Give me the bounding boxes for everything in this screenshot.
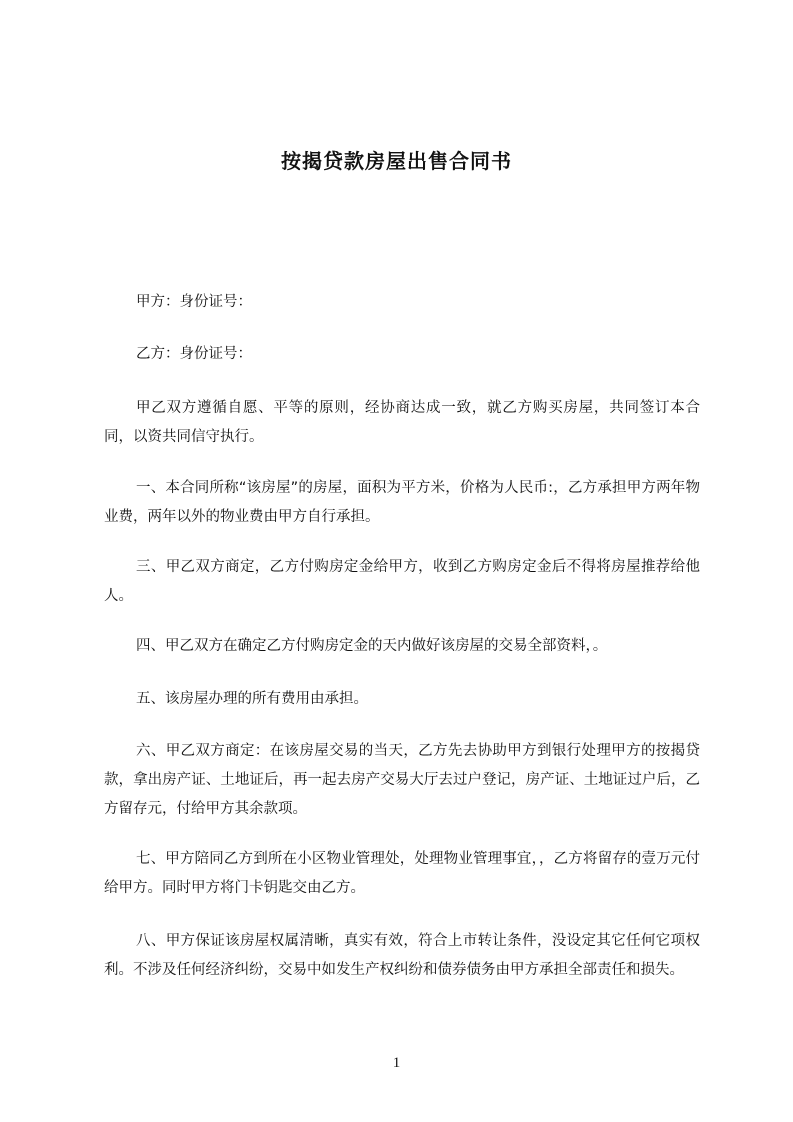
clause-4: 四、甲乙双方在确定乙方付购房定金的天内做好该房屋的交易全部资料，。: [136, 638, 608, 654]
party-a-line: 甲方：身份证号：: [136, 294, 252, 310]
clause-1: 一、本合同所称“该房屋”的房屋，面积为平方米，价格为人民币:，乙方承担甲方两年物业费，两年以外的物业费由甲方自行承担。: [104, 480, 700, 525]
page-number: 1: [392, 1055, 401, 1071]
clause-7: 七、甲方陪同乙方到所在小区物业管理处，处理物业管理事宜，，乙方将留存的壹万元付给甲方。同时甲方将门卡钥匙交由乙方。: [104, 851, 700, 896]
party-b-line: 乙方：身份证号：: [136, 346, 252, 362]
clause-3: 三、甲乙双方商定，乙方付购房定金给甲方，收到乙方购房定金后不得将房屋推荐给他人。: [104, 559, 700, 604]
clause-5: 五、该房屋办理的所有费用由承担。: [136, 691, 368, 707]
document-title: 按揭贷款房屋出售合同书: [281, 149, 512, 173]
clause-6: 六、甲乙双方商定：在该房屋交易的当天，乙方先去协助甲方到银行处理甲方的按揭贷款，拿出房产证、土地证后，再一起去房产交易大厅去过户登记，房产证、土地证过户后，乙方留存元，付给甲方其余款项。: [104, 743, 700, 817]
clause-8: 八、甲方保证该房屋权属清晰，真实有效，符合上市转让条件，没设定其它任何它项权利。不涉及任何经济纠纷，交易中如发生产权纠纷和债券债务由甲方承担全部责任和损失。: [104, 933, 700, 978]
intro-paragraph: 甲乙双方遵循自愿、平等的原则，经协商达成一致，就乙方购买房屋，共同签订本合同，以资共同信守执行。: [104, 400, 700, 445]
